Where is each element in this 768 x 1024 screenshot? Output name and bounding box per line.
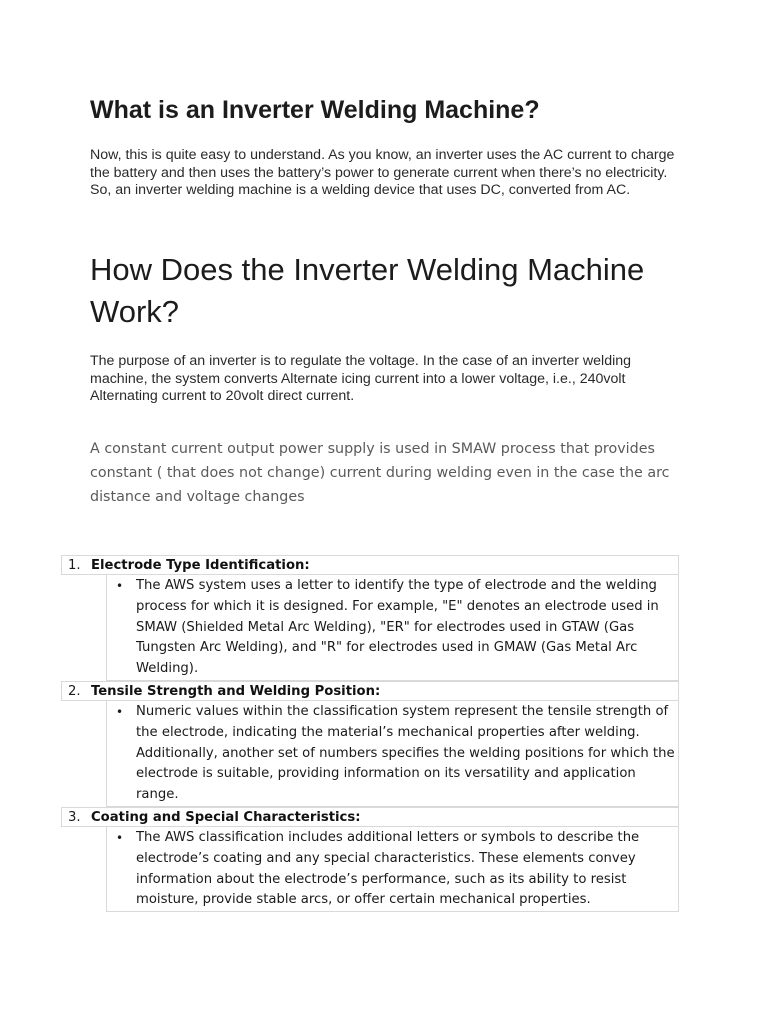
classification-list bbox=[61, 555, 679, 912]
list-item-body bbox=[106, 701, 679, 807]
list-item-number: 1. bbox=[68, 558, 81, 573]
list-item-text: The AWS system uses a letter to identify the type of electrode and the welding process for which it is designed. For example, "E" denotes an electrode used in SMAW (Shielded Metal Arc Welding), "ER" for electrodes used in GTAW (Gas Tungsten Arc Welding), and "R" for electrodes used in GMAW (Gas Metal Arc Welding). bbox=[136, 578, 659, 677]
list-item-header bbox=[61, 555, 679, 575]
list-item-text: The AWS classification includes additional letters or symbols to describe the electrode’s coating and any special characteristics. These elements convey information about the electrode’s performance, such as its ability to resist moisture, provide stable arcs, or offer certain mechanical properties. bbox=[136, 829, 640, 908]
list-item-number: 3. bbox=[68, 809, 81, 825]
list-item-title: Tensile Strength and Welding Position: bbox=[91, 683, 381, 699]
bullet-icon: • bbox=[116, 704, 124, 719]
list-item-text: Numeric values within the classification system represent the tensile strength of the electrode, indicating the material’s mechanical properties after welding. Additionally, another set of numbers specifies the welding positions for which the electrode is suitable, providing information on its versatility and application range. bbox=[136, 703, 675, 803]
heading-inverter-welding-machine: What is an Inverter Welding Machine? bbox=[90, 96, 540, 124]
how-it-works-paragraph: The purpose of an inverter is to regulate the voltage. In the case of an inverter welding machine, the system converts Alternate icing current into a lower voltage, i.e., 240volt Alternating current to 20volt direct current. bbox=[90, 353, 632, 404]
bullet-icon: • bbox=[116, 830, 124, 845]
list-item-title: Electrode Type Identification: bbox=[91, 558, 310, 573]
intro-paragraph: Now, this is quite easy to understand. As you know, an inverter uses the AC current to charge the battery and then uses the battery’s power to generate current when there’s no electricity. So, an inverter welding machine is a welding device that uses DC, converted from AC. bbox=[90, 147, 675, 198]
smaw-note-paragraph: A constant current output power supply is used in SMAW process that provides constant ( that does not change) current during welding even in the case the arc distance and voltage changes bbox=[90, 441, 670, 505]
heading-how-it-works: How Does the Inverter Welding Machine Work? bbox=[90, 252, 645, 329]
list-item-header bbox=[61, 807, 679, 827]
list-item-body bbox=[106, 827, 679, 912]
list-item-title: Coating and Special Characteristics: bbox=[91, 809, 361, 825]
list-item-body bbox=[106, 575, 679, 681]
list-item-header bbox=[61, 681, 679, 701]
list-item-number: 2. bbox=[68, 683, 81, 699]
bullet-icon: • bbox=[116, 579, 124, 593]
